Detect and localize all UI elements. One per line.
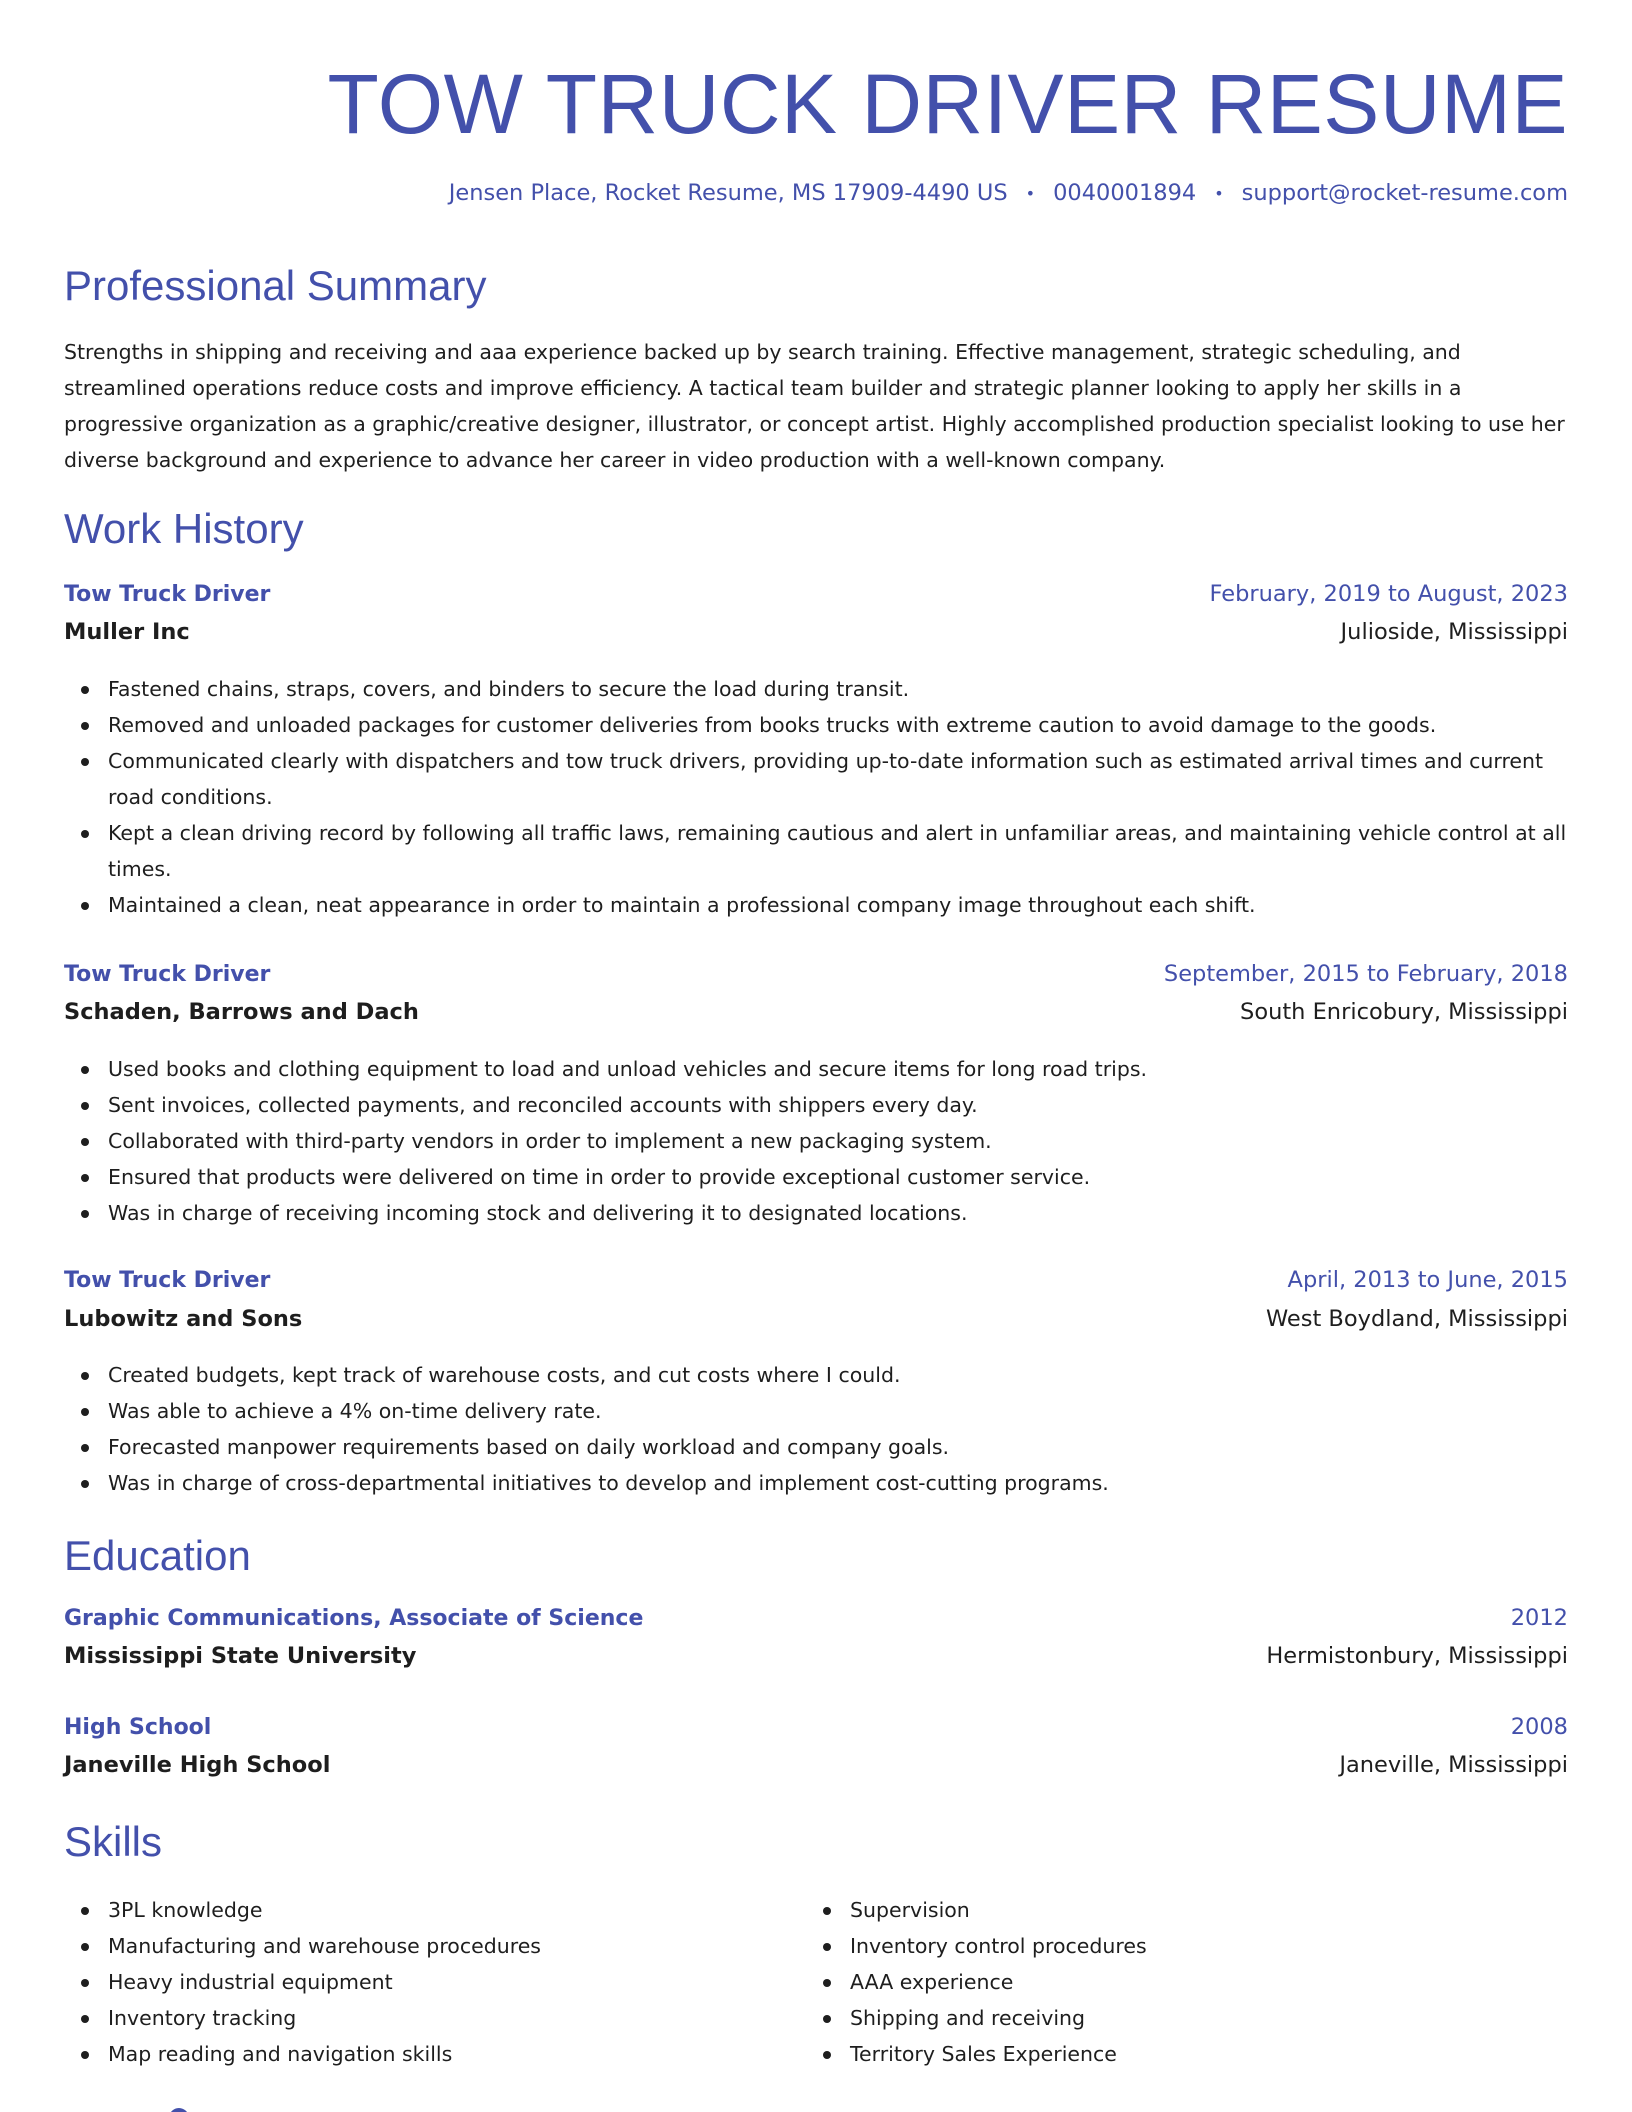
education-year: 2008	[1510, 1714, 1568, 1740]
job-role: Tow Truck Driver	[64, 962, 271, 987]
list-item: Used books and clothing equipment to load and unload vehicles and secure items for long road trips.	[108, 1051, 1568, 1087]
list-item: Maintained a clean, neat appearance in order to maintain a professional company image throughout each shift.	[108, 887, 1568, 923]
next-section-heading-cutoff	[64, 2100, 224, 2112]
separator-dot: •	[1025, 183, 1036, 203]
skill-item: Territory Sales Experience	[850, 2036, 1550, 2072]
skill-item: AAA experience	[850, 1964, 1550, 2000]
skill-item: Inventory control procedures	[850, 1928, 1550, 1964]
job-location: South Enricobury, Mississippi	[1240, 999, 1568, 1025]
job-dates: September, 2015 to February, 2018	[1163, 961, 1568, 987]
list-item: Removed and unloaded packages for customer deliveries from books trucks with extreme caution to avoid damage to the goods.	[108, 707, 1568, 743]
skill-item: Inventory tracking	[108, 2000, 808, 2036]
list-item: Created budgets, kept track of warehouse costs, and cut costs where I could.	[108, 1357, 1568, 1393]
list-item: Collaborated with third-party vendors in order to implement a new packaging system.	[108, 1123, 1568, 1159]
list-item: Was in charge of cross-departmental initiatives to develop and implement cost-cutting programs.	[108, 1465, 1568, 1501]
job-bullets	[108, 1051, 1568, 1231]
education-header	[64, 1605, 1568, 1631]
education-location: Janeville, Mississippi	[1339, 1752, 1568, 1778]
address: Jensen Place, Rocket Resume, MS 17909-4490 US	[448, 180, 1008, 206]
list-item: Communicated clearly with dispatchers and tow truck drivers, providing up-to-date information such as estimated arrival times and current road conditions.	[108, 743, 1568, 815]
job-company: Schaden, Barrows and Dach	[64, 999, 419, 1025]
job-company-row	[64, 1306, 1568, 1332]
skill-item: Map reading and navigation skills	[108, 2036, 808, 2072]
education-degree: High School	[64, 1715, 212, 1740]
list-item: Was able to achieve a 4% on-time delivery rate.	[108, 1393, 1568, 1429]
list-item: Fastened chains, straps, covers, and binders to secure the load during transit.	[108, 671, 1568, 707]
job-dates: April, 2013 to June, 2015	[1287, 1267, 1568, 1293]
job-company-row	[64, 619, 1568, 645]
education-location: Hermistonbury, Mississippi	[1266, 1643, 1568, 1669]
job-header	[64, 1267, 1568, 1293]
job-location: Julioside, Mississippi	[1340, 619, 1568, 645]
separator-dot: •	[1214, 183, 1224, 203]
skill-item: Shipping and receiving	[850, 2000, 1550, 2036]
skills-list-right	[850, 1892, 1550, 2072]
education-degree: Graphic Communications, Associate of Science	[64, 1606, 644, 1631]
job-header	[64, 961, 1568, 987]
cutoff-heading-glyphs	[64, 2100, 224, 2112]
page-title: TOW TRUCK DRIVER RESUME	[327, 57, 1568, 151]
job-company: Muller Inc	[64, 619, 190, 645]
education-heading: Education	[64, 1532, 251, 1579]
job-company: Lubowitz and Sons	[64, 1306, 303, 1332]
education-year: 2012	[1510, 1605, 1568, 1631]
education-school-row	[64, 1643, 1568, 1669]
job-dates: February, 2019 to August, 2023	[1209, 581, 1568, 607]
job-company-row	[64, 999, 1568, 1025]
education-school: Janeville High School	[64, 1752, 331, 1778]
job-role: Tow Truck Driver	[64, 1268, 271, 1293]
email-link[interactable]: support@rocket-resume.com	[1241, 180, 1568, 206]
list-item: Kept a clean driving record by following all traffic laws, remaining cautious and alert in unfamiliar areas, and maintaining vehicle control at all times.	[108, 815, 1568, 887]
list-item: Was in charge of receiving incoming stock and delivering it to designated locations.	[108, 1195, 1568, 1231]
job-location: West Boydland, Mississippi	[1265, 1306, 1568, 1332]
education-school: Mississippi State University	[64, 1643, 417, 1669]
summary-text: Strengths in shipping and receiving and aaa experience backed up by search training. Effective management, strategic scheduling, and streamlined operations reduce costs and improve efficiency. A tactical team builder and strategic planner looking to apply her skills in a progressive organization as a graphic/creative designer, illustrator, or concept artist. Highly accomplished production specialist looking to use her diverse background and experience to advance her career in video production with a well-known company.	[64, 340, 1565, 472]
skill-item: Supervision	[850, 1892, 1550, 1928]
education-header	[64, 1714, 1568, 1740]
skill-item: Manufacturing and warehouse procedures	[108, 1928, 808, 1964]
skill-item: 3PL knowledge	[108, 1892, 808, 1928]
job-role: Tow Truck Driver	[64, 582, 271, 607]
contact-line	[449, 180, 1568, 206]
job-bullets	[108, 671, 1568, 923]
skills-heading: Skills	[64, 1818, 163, 1865]
list-item: Forecasted manpower requirements based on daily workload and company goals.	[108, 1429, 1568, 1465]
skills-list-left	[108, 1892, 808, 2072]
work-history-heading: Work History	[64, 505, 304, 552]
summary-heading: Professional Summary	[64, 262, 487, 309]
list-item: Sent invoices, collected payments, and reconciled accounts with shippers every day.	[108, 1087, 1568, 1123]
job-header	[64, 581, 1568, 607]
phone: 0040001894	[1053, 180, 1197, 206]
skill-item: Heavy industrial equipment	[108, 1964, 808, 2000]
job-bullets	[108, 1357, 1568, 1501]
list-item: Ensured that products were delivered on time in order to provide exceptional customer service.	[108, 1159, 1568, 1195]
education-school-row	[64, 1752, 1568, 1778]
